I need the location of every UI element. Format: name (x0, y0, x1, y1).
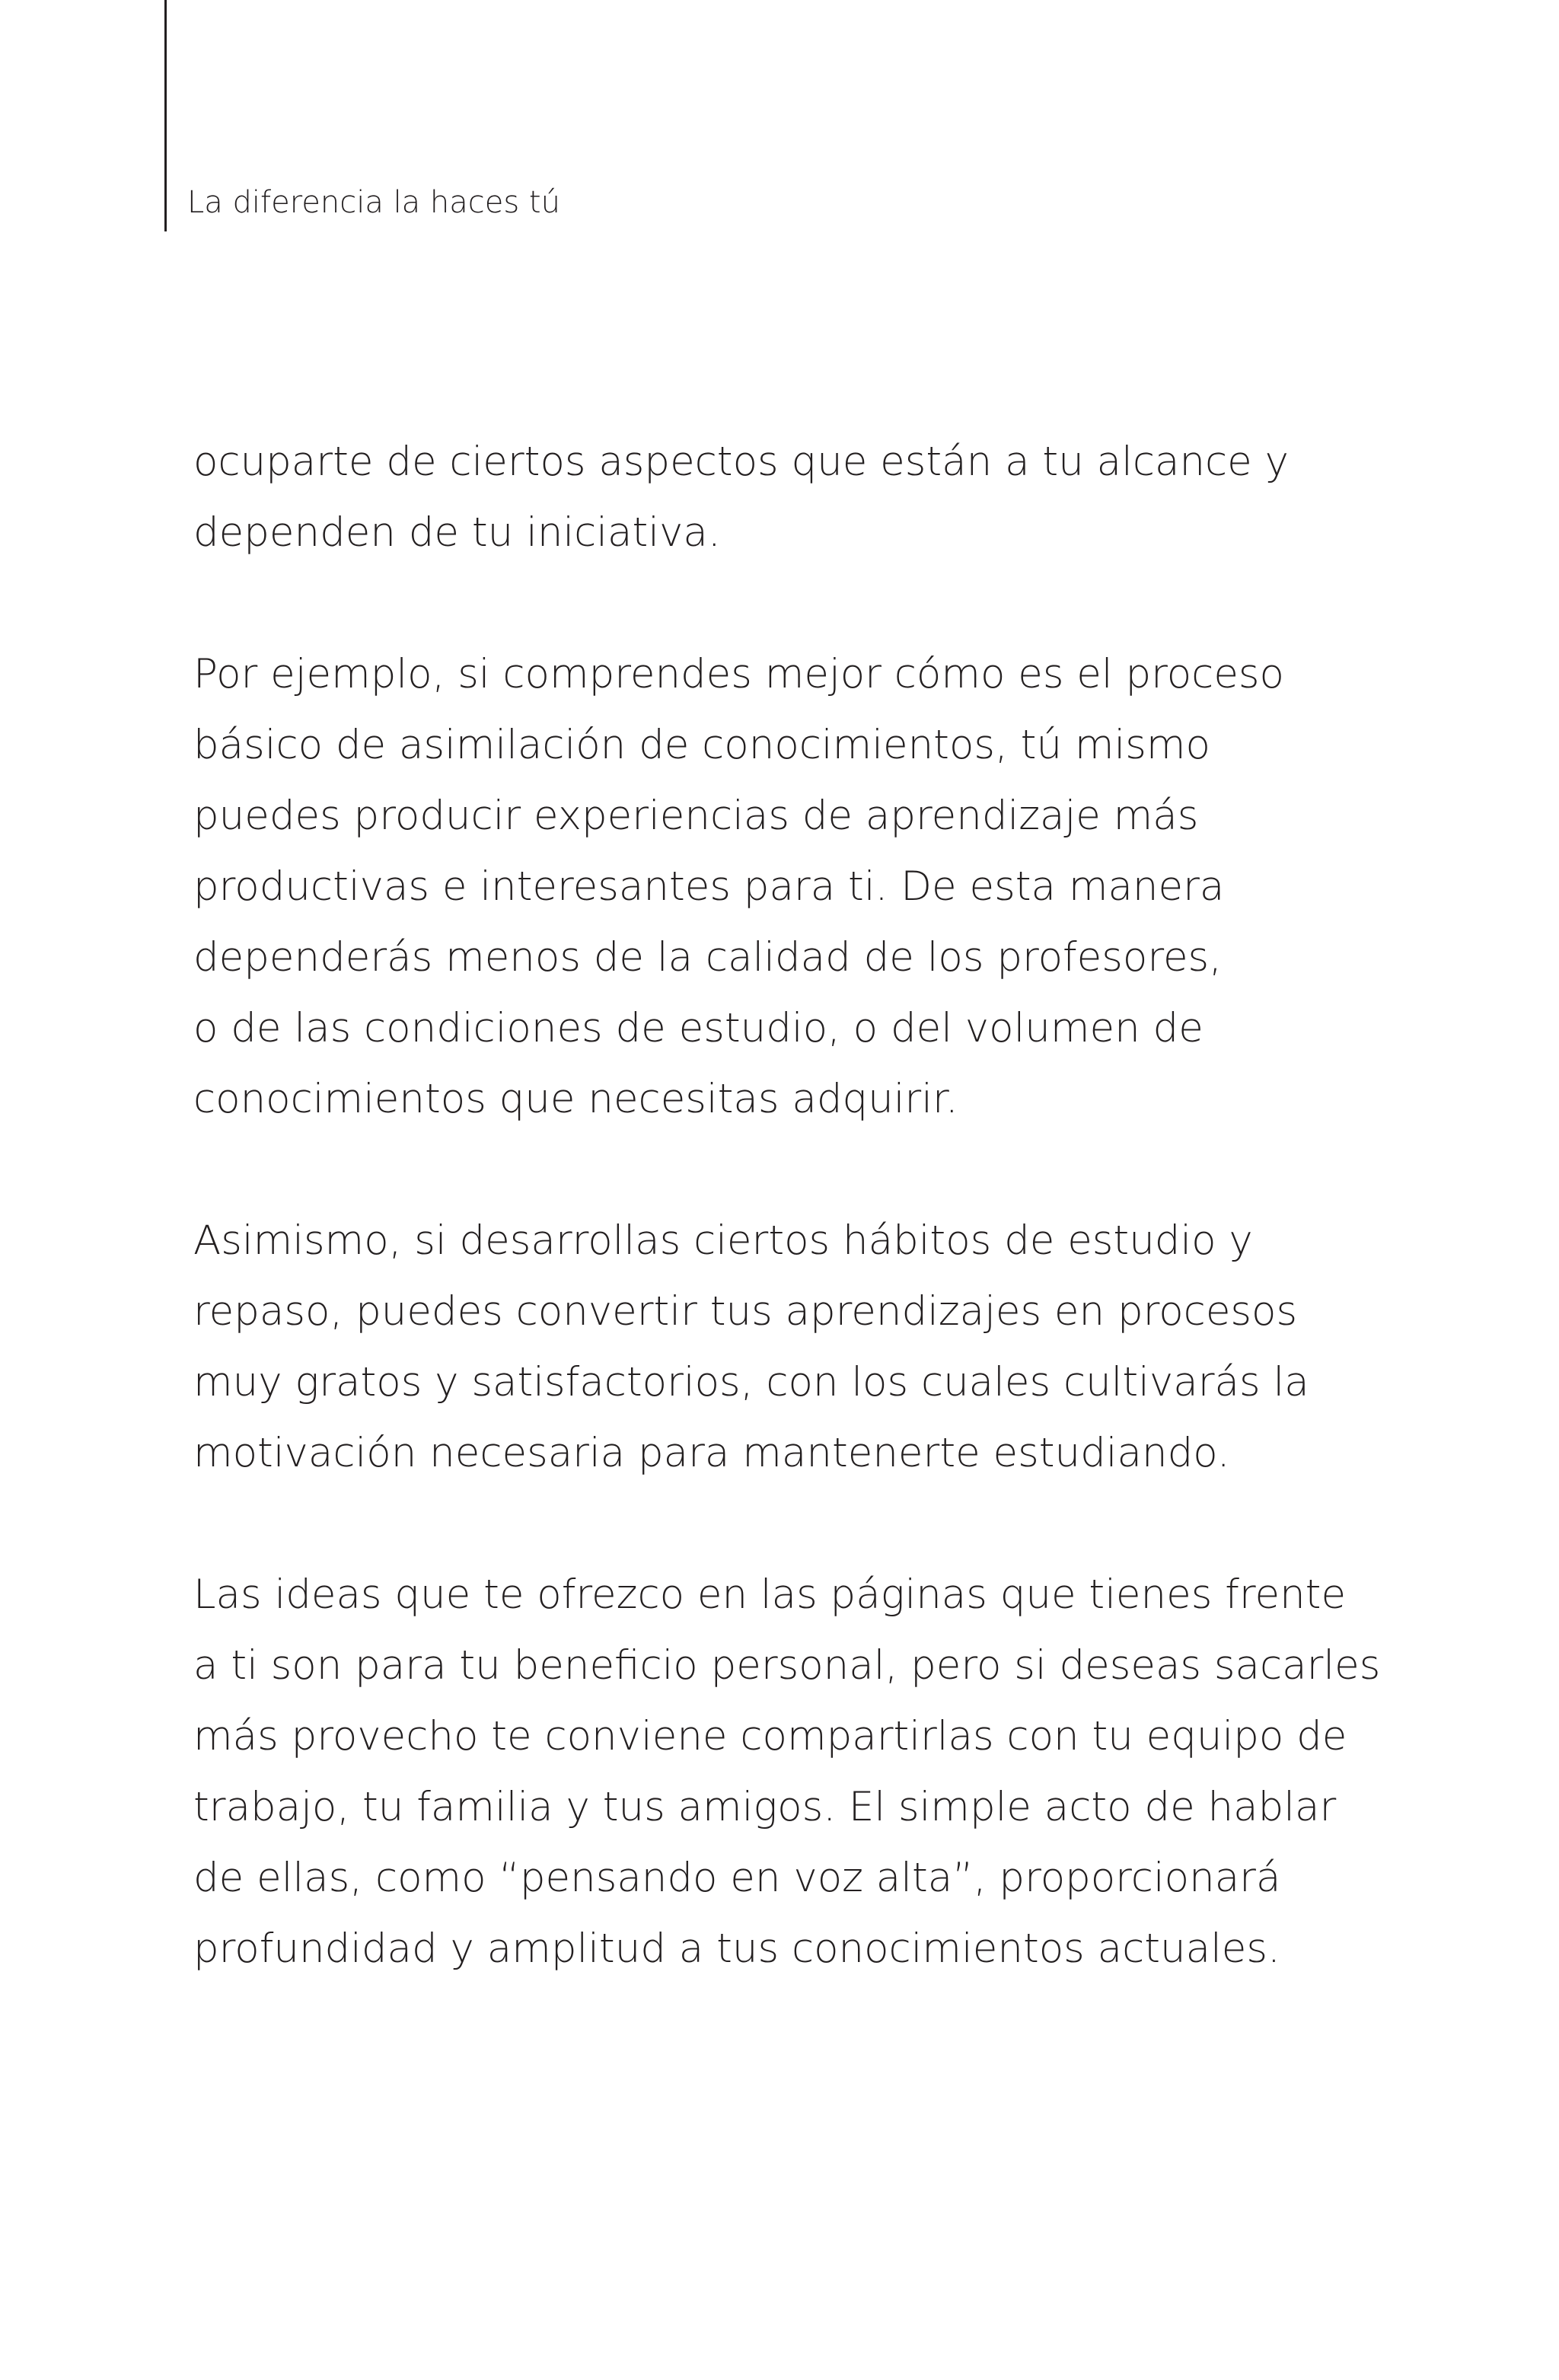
text-line: conocimientos que necesitas adquirir. (193, 1076, 958, 1122)
text-line: trabajo, tu familia y tus amigos. El simple acto de hablar (193, 1784, 1337, 1830)
paragraph-2 (193, 639, 1381, 1134)
text-line: Las ideas que te ofrezco en las páginas que tienes frente (193, 1571, 1347, 1618)
text-line: puedes producir experiencias de aprendizaje más (193, 793, 1199, 839)
paragraph-1 (193, 426, 1381, 568)
body-text (193, 426, 1381, 2055)
text-line: profundidad y amplitud a tus conocimientos actuales. (193, 1925, 1280, 1972)
text-line: dependerás menos de la calidad de los profesores, (193, 934, 1223, 981)
text-line: productivas e interesantes para ti. De esta manera (193, 863, 1225, 910)
text-line: a ti son para tu beneficio personal, pero si deseas sacarles (193, 1642, 1381, 1689)
text-line: básico de asimilación de conocimientos, tú mismo (193, 722, 1210, 768)
text-line: más provecho te conviene compartirlas con tu equipo de (193, 1713, 1347, 1759)
text-line: muy gratos y satisfactorios, con los cuales cultivarás la (193, 1359, 1309, 1405)
header-vertical-rule (164, 0, 167, 231)
paragraph-3 (193, 1205, 1381, 1488)
text-line: Por ejemplo, si comprendes mejor cómo es el proceso (193, 651, 1284, 697)
running-header-title: La diferencia la haces tú (187, 185, 560, 220)
text-line: repaso, puedes convertir tus aprendizajes en procesos (193, 1288, 1298, 1335)
text-line: Asimismo, si desarrollas ciertos hábitos de estudio y (193, 1217, 1253, 1264)
text-line: de ellas, como “pensando en voz alta”, proporcionará (193, 1855, 1281, 1901)
text-line: motivación necesaria para mantenerte estudiando. (193, 1430, 1230, 1476)
text-line: o de las condiciones de estudio, o del volumen de (193, 1005, 1204, 1051)
text-line: ocuparte de ciertos aspectos que están a tu alcance y (193, 439, 1289, 485)
text-line: dependen de tu iniciativa. (193, 509, 721, 556)
paragraph-4 (193, 1559, 1381, 1984)
